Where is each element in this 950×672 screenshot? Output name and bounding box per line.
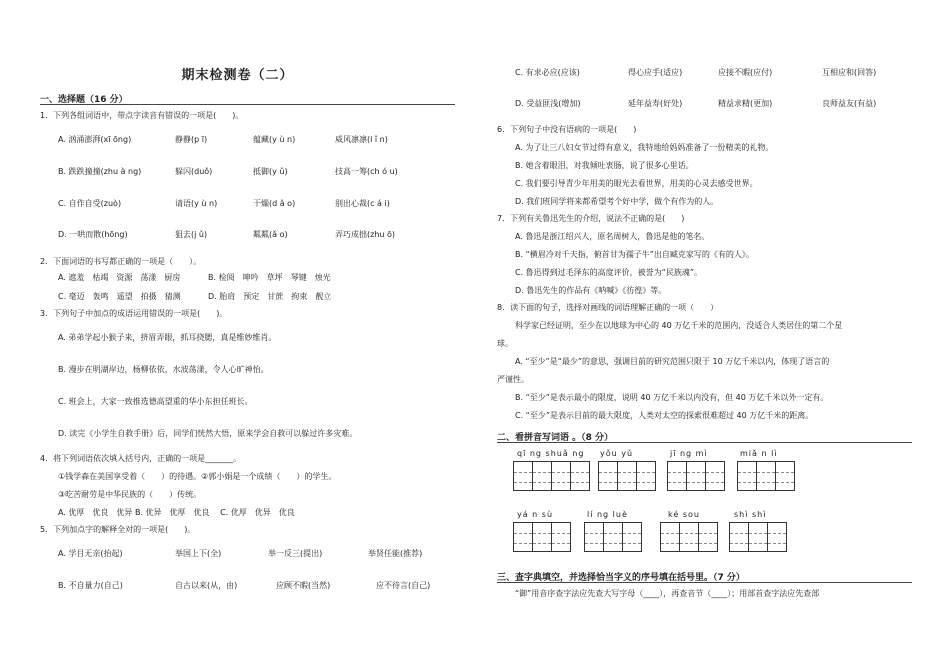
- q5-b-4: 应不待言(自己): [376, 581, 431, 590]
- pinyin-4: miǎ n lì: [740, 449, 778, 458]
- section-divider: [497, 582, 912, 583]
- grid-cell[interactable]: [636, 461, 656, 491]
- q6-c: C. 我们要引导青少年用美的眼光去看世界，用美的心灵去感受世界。: [515, 179, 758, 188]
- grid-cell[interactable]: [598, 461, 618, 491]
- q1-c-4: 别出心裁(c á i): [335, 199, 390, 208]
- q1-b-2: 躲闪(duǒ): [175, 167, 213, 176]
- pinyin-3: jī ng mì: [670, 449, 708, 458]
- q1-d-4: 弄巧成拙(zhu ō): [335, 230, 396, 239]
- q8-c: C. “至少”是表示目前的最大限度，人类对太空的探索很难超过 40 万亿千米的距离。: [515, 411, 814, 420]
- q6-d: D. 我们班同学将来都希望考个好中学，做个有作为的人。: [515, 197, 719, 206]
- grid-cell[interactable]: [584, 522, 604, 552]
- grid-cell[interactable]: [737, 461, 757, 491]
- q7-stem: 7．下列有关鲁迅先生的介绍，说法不正确的是( ): [497, 214, 685, 223]
- q5-c-2: 得心应手(适应): [628, 68, 683, 77]
- grid-cell[interactable]: [660, 522, 680, 552]
- q7-b: B. “横眉冷对千夫指，俯首甘为孺子牛”出自臧克家写的《有的人》。: [515, 250, 754, 259]
- q8-stem: 8．读下面的句子，选择对画线的词语理解正确的一项（ ）: [497, 303, 719, 312]
- q5-a-1: A. 学目无亲(抬起): [58, 549, 123, 558]
- pinyin-8: shì shì: [734, 510, 767, 519]
- grid-cell[interactable]: [705, 461, 725, 491]
- grid-cell[interactable]: [775, 461, 795, 491]
- q8-passage-2: 球。: [497, 339, 513, 348]
- q1-a-1: A. 汹涌澎湃(xī ōng): [58, 135, 132, 144]
- pinyin-6: lí ng luè: [587, 510, 628, 519]
- q8-a-1: A. “至少”是“最少”的意思，强调目前的研究范围只限于 10 万亿千米以内，体现了语言的: [515, 357, 830, 366]
- q1-b-3: 抵御(y ǔ): [253, 167, 288, 176]
- grid-cell[interactable]: [513, 461, 533, 491]
- q5-b-2: 自古以来(从，由): [175, 581, 238, 590]
- q4-line2: ③吃苦耐劳是中华民族的（ ）传统。: [58, 490, 202, 499]
- q1-a-4: 威风凛凛(l ǐ n): [335, 135, 388, 144]
- q1-c-1: C. 自作自受(zuò): [58, 199, 122, 208]
- q2-d: D. 胎肩 预定 甘蔗 拘束 靓立: [208, 292, 332, 301]
- q2-b: B. 检阅 呻吟 草坪 琴键 烛光: [208, 273, 331, 282]
- q5-d-2: 延年益寿(好处): [628, 99, 683, 108]
- q7-c: C. 鲁迅得到过毛泽东的高度评价，被誉为“民族魂”。: [515, 268, 702, 277]
- pinyin-5: yá n sù: [517, 510, 554, 519]
- q1-a-3: 蕴藏(y ù n): [253, 135, 296, 144]
- q2-stem: 2．下面词语的书写都正确的一项是（ ）。: [40, 257, 202, 266]
- q1-c-2: 请语(y ù n): [175, 199, 218, 208]
- grid-cell[interactable]: [532, 522, 552, 552]
- q3-c: C. 班会上，大家一致推选德高望重的华小东担任班长。: [58, 397, 253, 406]
- q1-d-3: 粼粼(ǎ o): [253, 230, 288, 239]
- q4-options: A. 优厚 优良 优异 B. 优异 优厚 优良 C. 优厚 优异 优良: [58, 508, 295, 517]
- writing-grid[interactable]: [514, 461, 590, 491]
- q5-stem: 5．下列加点字的解释全对的一项是( )。: [40, 525, 196, 534]
- q3-stem: 3．下列句子中加点的成语运用错误的一项是( )。: [40, 309, 228, 318]
- grid-cell[interactable]: [513, 522, 533, 552]
- pinyin-7: ké sou: [668, 510, 700, 519]
- q1-b-4: 技高一筹(ch ó u): [335, 167, 398, 176]
- s3-question-text: “御”用音序查字法应先查大写字母（____），再查音节（____）；用部首查字法应先查部: [515, 589, 820, 598]
- section-1-heading: 一、选择题（16 分）: [40, 95, 128, 105]
- q1-d-1: D. 一哄而散(hōng): [58, 230, 128, 239]
- grid-cell[interactable]: [767, 522, 787, 552]
- section-3-heading: 三、查字典填空，并选择恰当字义的序号填在括号里。（7 分）: [497, 573, 745, 583]
- grid-cell[interactable]: [617, 461, 637, 491]
- grid-cell[interactable]: [622, 522, 642, 552]
- grid-cell[interactable]: [756, 461, 776, 491]
- q4-stem: 4．将下列词语依次填入括号内，正确的一项是_______。: [40, 454, 242, 463]
- q8-a-2: 严谨性。: [497, 375, 529, 384]
- grid-cell[interactable]: [551, 461, 571, 491]
- q1-a-2: 静静(p ī): [175, 135, 208, 144]
- q3-b: B. 漫步在明湖岸边，杨柳依依，水波荡漾，令人心旷神怡。: [58, 365, 269, 374]
- q2-a: A. 遮羞 枯竭 资源 荡漾 厨房: [58, 273, 181, 282]
- q6-stem: 6．下列句子中没有语病的一项是( ): [497, 125, 637, 134]
- q7-d: D. 鲁迅先生的作品有《呐喊》《彷徨》等。: [515, 286, 667, 295]
- q1-d-2: 狙去(j ǔ): [175, 230, 208, 239]
- q5-c-1: C. 有求必应(应该): [515, 68, 580, 77]
- q5-a-2: 举国上下(全): [175, 549, 222, 558]
- grid-cell[interactable]: [551, 522, 571, 552]
- q5-a-4: 举贤任能(推荐): [368, 549, 423, 558]
- q3-a: A. 弟弟学起小猴子来，挤眉弄眼，抓耳挠腮，真是维妙维肖。: [58, 333, 277, 342]
- q5-d-3: 精益求精(更加): [718, 99, 773, 108]
- q8-b: B. “至少”是表示最小的限度，说明 40 万亿千米以内没有，但 40 万亿千米以外一定有。: [515, 393, 829, 402]
- section-2-heading: 二、看拼音写词语 。（8 分）: [497, 433, 614, 443]
- q7-a: A. 鲁迅是浙江绍兴人，原名周树人，鲁迅是他的笔名。: [515, 232, 710, 241]
- page-title: 期末检测卷（二）: [181, 68, 294, 83]
- grid-cell[interactable]: [532, 461, 552, 491]
- grid-cell[interactable]: [667, 461, 687, 491]
- writing-grid[interactable]: [585, 522, 642, 552]
- writing-grid[interactable]: [514, 522, 571, 552]
- q1-stem: 1．下列各组词语中，带点字读音有错误的一项是( )。: [40, 111, 244, 120]
- writing-grid[interactable]: [730, 522, 787, 552]
- section-divider: [40, 104, 455, 105]
- q5-d-1: D. 受益匪浅(增加): [515, 99, 581, 108]
- q5-b-3: 应顾不暇(当然): [276, 581, 331, 590]
- q4-line1: ①钱学森在美国享受着（ ）的待遇。②郭小娟是一个成绩（ ）的学生。: [58, 472, 337, 481]
- q6-a: A. 为了让三八妇女节过得有意义，我特地给妈妈准备了一份精美的礼物。: [515, 143, 774, 152]
- grid-cell[interactable]: [679, 522, 699, 552]
- q1-b-1: B. 跌跌撞撞(zhu à ng): [58, 167, 142, 176]
- q6-b: B. 她含着眼泪，对我倾吐衷肠，说了很多心里话。: [515, 161, 694, 170]
- q5-a-3: 举一反三(提出): [268, 549, 323, 558]
- q8-passage-1: 科学家已经证明，至少在以地球为中心的 40 万亿千米的范围内，没适合人类居住的第二个星: [515, 321, 843, 330]
- writing-grid[interactable]: [599, 461, 656, 491]
- q5-c-3: 应接不暇(应付): [718, 68, 773, 77]
- grid-cell[interactable]: [686, 461, 706, 491]
- section-divider: [497, 442, 912, 443]
- grid-cell[interactable]: [698, 522, 718, 552]
- writing-grid[interactable]: [668, 461, 725, 491]
- grid-cell[interactable]: [729, 522, 749, 552]
- pinyin-1: qī ng shuǎ ng: [517, 449, 585, 458]
- q1-c-3: 干燥(d ǎ o): [253, 199, 296, 208]
- q3-d: D. 读完《小学生自救手册》后，同学们恍然大悟，原来学会自救可以躲过许多灾难。: [58, 429, 358, 438]
- writing-grid[interactable]: [738, 461, 795, 491]
- q5-b-1: B. 不自量力(自己): [58, 581, 123, 590]
- grid-cell[interactable]: [570, 461, 590, 491]
- q2-c: C. 毫迈 轰鸣 遥望 拍摄 猜测: [58, 292, 181, 301]
- writing-grid[interactable]: [661, 522, 718, 552]
- pinyin-2: yǒu yǔ: [600, 449, 634, 458]
- q5-d-4: 良师益友(有益): [822, 99, 877, 108]
- grid-cell[interactable]: [748, 522, 768, 552]
- grid-cell[interactable]: [603, 522, 623, 552]
- q5-c-4: 互相应和(回答): [822, 68, 877, 77]
